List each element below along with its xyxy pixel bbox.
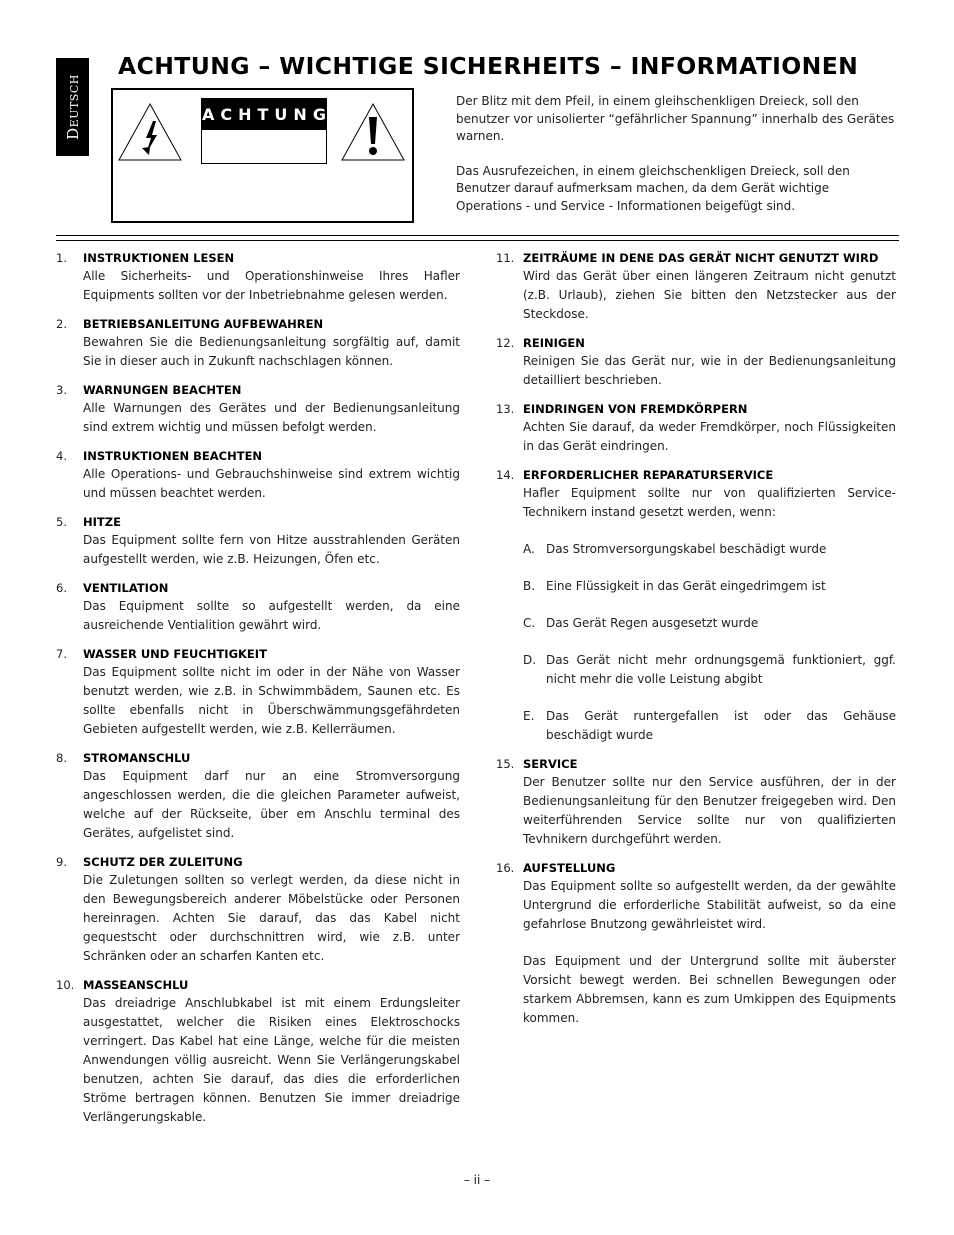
item-text: Alle Operations- und Gebrauchshinweise sind extrem wichtig und müssen beachtet werden. (83, 467, 460, 500)
achtung-label: ACHTUNG (202, 99, 326, 130)
repair-condition (523, 651, 896, 689)
item-text: Alle Sicherheits- und Operationshinweise Ihres Hafler Equipments sollten vor der Inbetriebnahme gelesen werden. (83, 269, 460, 302)
item-heading: STROMANSCHLU (83, 751, 191, 765)
repair-condition (523, 707, 896, 745)
condition-letter: C. (523, 616, 536, 630)
item-heading: ZEITRÄUME IN DENE DAS GERÄT NICHT GENUTZT WIRD (523, 251, 879, 265)
instruction-item (56, 448, 460, 503)
item-number: 2. (56, 317, 67, 331)
item-number: 5. (56, 515, 67, 529)
item-heading: EINDRINGEN VON FREMDKÖRPERN (523, 402, 748, 416)
item-number: 14. (496, 468, 515, 482)
instruction-item (56, 854, 460, 966)
repair-condition (523, 540, 896, 559)
condition-text: Das Stromversorgungskabel beschädigt wurde (546, 542, 827, 556)
item-text: Das dreiadrige Anschlubkabel ist mit einem Erdungsleiter ausgestattet, welcher die Risiken eines Elektroschocks verringert. Das Kabel hat eine Länge, welche für die meisten Anwendungen völlig ausreicht. Wenn Sie Verlängerungskabel benutzen, achten Sie darauf, das dies die erforderlichen Ströme bertragen können. Benutzen Sie immer dreiadrige Verlängerungskable. (83, 996, 460, 1124)
item-number: 3. (56, 383, 67, 397)
instruction-item (56, 250, 460, 305)
exclamation-warning-icon (340, 102, 406, 162)
intro-paragraph-exclamation: Das Ausrufezeichen, in einem gleichschenkligen Dreieck, soll den Benutzer darauf aufmerksam machen, da dem Gerät wichtige Operations - und Service - Informationen beigefügt sind. (456, 163, 850, 213)
item-text: Die Zuletungen sollten so verlegt werden, da diese nicht in den Bewegungsbereich anderer Möbelstücke oder Personen hereinragen. Achten Sie darauf, das das Kabel nicht gequestscht oder durchschnittren wird, wie z.B. unter Schränken oder an scharfen Kanten etc. (83, 873, 460, 963)
item-number: 16. (496, 861, 515, 875)
language-tab-label: Deutsch (63, 74, 82, 140)
item-text: Das Equipment sollte so aufgestellt werden, da eine ausreichende Ventialition gewährt wird. (83, 599, 460, 632)
item-number: 15. (496, 757, 515, 771)
condition-text: Das Gerät nicht mehr ordnungsgemä funktioniert, ggf. nicht mehr die volle Leistung abgibt (546, 653, 896, 686)
warning-box (111, 88, 414, 223)
condition-text: Das Gerät runtergefallen ist oder das Gehäuse beschädigt wurde (546, 709, 896, 742)
repair-condition (523, 577, 896, 596)
item-number: 10. (56, 978, 75, 992)
achtung-label-panel (201, 98, 332, 164)
item-text: Das Equipment darf nur an eine Stromversorgung angeschlossen werden, die die gleichen Parameter aufweist, welche auf der Rückseite, über em Anschlu terminal des Gerätes, aufgelistet sind. (83, 769, 460, 840)
item-heading: INSTRUKTIONEN BEACHTEN (83, 449, 263, 463)
item-number: 13. (496, 402, 515, 416)
instruction-item (56, 646, 460, 739)
item-extra-text: Das Equipment und der Untergrund sollte mit äuberster Vorsicht bewegt werden. Bei schnellen Bewegungen oder starkem Abbremsen, kann es zum Umkippen des Equipments kommen. (523, 954, 896, 1025)
condition-letter: B. (523, 579, 536, 593)
instruction-item (496, 250, 896, 324)
instructions-column-left (56, 250, 460, 1138)
instructions-column-right (496, 250, 896, 1039)
item-heading: SERVICE (523, 757, 578, 771)
item-heading: INSTRUKTIONEN LESEN (83, 251, 235, 265)
intro-text (456, 93, 898, 232)
item-heading: HITZE (83, 515, 121, 529)
condition-letter: A. (523, 542, 535, 556)
condition-text: Eine Flüssigkeit in das Gerät eingedrimgem ist (546, 579, 826, 593)
item-text: Das Equipment sollte nicht im oder in der Nähe von Wasser benutzt werden, wie z.B. in Schwimmbädem, Saunen etc. Es sollte ebenfalls nicht in Überschwämmungsgefährdeten Gebieten aufgestellt werden, wie z.B. Kellerräumen. (83, 665, 460, 736)
condition-text: Das Gerät Regen ausgesetzt wurde (546, 616, 759, 630)
item-text: Reinigen Sie das Gerät nur, wie in der Bedienungsanleitung detailliert beschrieben. (523, 354, 896, 387)
instruction-item (56, 316, 460, 371)
item-number: 6. (56, 581, 67, 595)
item-number: 8. (56, 751, 67, 765)
page-title: ACHTUNG – WICHTIGE SICHERHEITS – INFORMATIONEN (118, 52, 859, 80)
item-number: 11. (496, 251, 515, 265)
item-text: Das Equipment sollte so aufgestellt werden, da der gewählte Untergrund die erforderliche Stabilität aufweist, so da eine gefahrlose Bnutzong gewährleistet wird. (523, 879, 896, 931)
instruction-item (56, 750, 460, 843)
item-heading: BETRIEBSANLEITUNG AUFBEWAHREN (83, 317, 324, 331)
item-number: 1. (56, 251, 67, 265)
instruction-item (496, 401, 896, 456)
item-text: Bewahren Sie die Bedienungsanleitung sorgfältig auf, damit Sie in dieser auch in Zukunft nachschlagen können. (83, 335, 460, 368)
item-heading: AUFSTELLUNG (523, 861, 616, 875)
item-heading: WASSER UND FEUCHTIGKEIT (83, 647, 267, 661)
item-text: Der Benutzer sollte nur den Service ausführen, der in der Bedienungsanleitung für den Benutzer freigegeben wird. Den weiterführenden Service sollte nur von qualifizierten Tevhnikern durchgeführt werden. (523, 775, 896, 846)
item-text: Alle Warnungen des Gerätes und der Bedienungsanleitung sind extrem wichtig und müssen befolgt werden. (83, 401, 460, 434)
item-number: 7. (56, 647, 67, 661)
instruction-item (496, 860, 896, 1028)
item-text: Das Equipment sollte fern von Hitze ausstrahlenden Geräten aufgestellt werden, wie z.B. Heizungen, Öfen etc. (83, 533, 460, 566)
item-text: Hafler Equipment sollte nur von qualifizierten Service-Technikern instand gesetzt werden, wenn: (523, 486, 896, 519)
repair-condition (523, 614, 896, 633)
lightning-bolt-warning-icon (117, 102, 183, 162)
divider-top (56, 235, 899, 236)
instruction-item (56, 514, 460, 569)
item-heading: VENTILATION (83, 581, 169, 595)
item-heading: WARNUNGEN BEACHTEN (83, 383, 242, 397)
item-number: 4. (56, 449, 67, 463)
instruction-item (56, 977, 460, 1127)
item-text: Wird das Gerät über einen längeren Zeitraum nicht genutzt (z.B. Urlaub), ziehen Sie bitten den Netzstecker aus der Steckdose. (523, 269, 896, 321)
instruction-item (496, 467, 896, 745)
condition-letter: D. (523, 653, 537, 667)
item-heading: REINIGEN (523, 336, 585, 350)
instruction-item (496, 756, 896, 849)
instruction-item (56, 382, 460, 437)
item-heading: ERFORDERLICHER REPARATURSERVICE (523, 468, 774, 482)
instruction-item (496, 335, 896, 390)
intro-paragraph-bolt: Der Blitz mit dem Pfeil, in einem gleihschenkligen Dreieck, soll den benutzer vor unisolierter “gefährlicher Spannung” innerhalb des Gerätes warnen. (456, 94, 895, 143)
instruction-item (56, 580, 460, 635)
item-heading: MASSEANSCHLU (83, 978, 189, 992)
item-number: 9. (56, 855, 67, 869)
condition-letter: E. (523, 709, 535, 723)
item-text: Achten Sie darauf, da weder Fremdkörper, noch Flüssigkeiten in das Gerät eindringen. (523, 420, 896, 453)
item-heading: SCHUTZ DER ZULEITUNG (83, 855, 243, 869)
language-tab (56, 58, 89, 156)
page-number: – ii – (463, 1173, 491, 1187)
divider-bottom (56, 240, 899, 241)
item-number: 12. (496, 336, 515, 350)
